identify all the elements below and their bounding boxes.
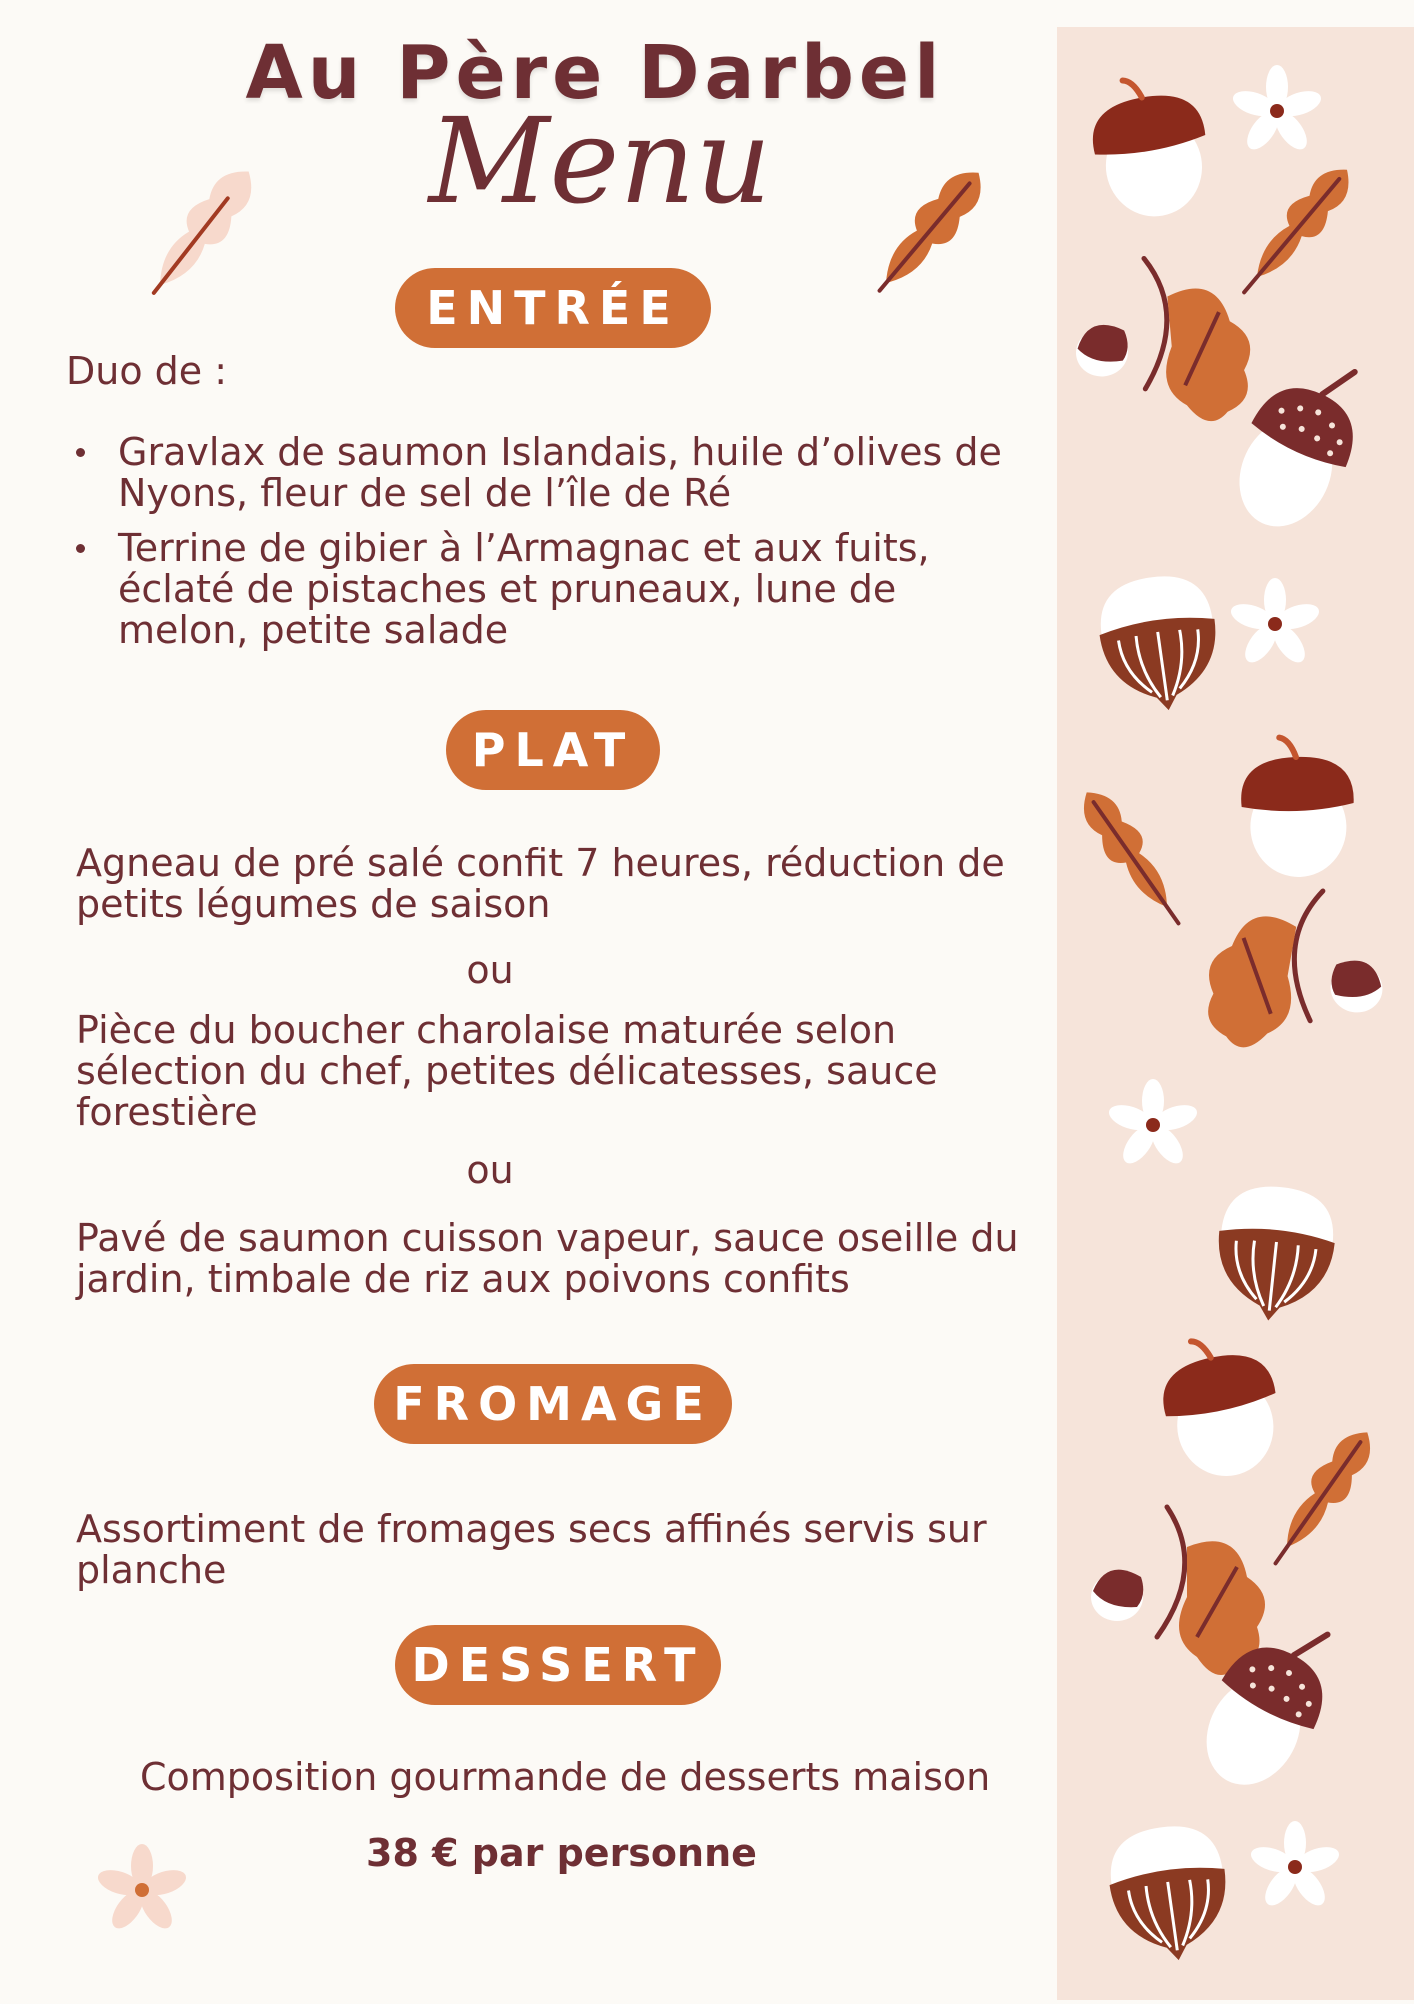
daisy-icon (1230, 65, 1324, 155)
price: 38 € par personne (366, 1831, 757, 1875)
entree-intro: Duo de : (66, 349, 228, 393)
twig-acorn-icon (1197, 874, 1398, 1070)
decorative-sidebar (1057, 27, 1414, 2000)
oak-leaf-icon (1259, 1421, 1384, 1575)
section-badge-entree: ENTRÉE (395, 268, 711, 348)
oak-leaf-icon (870, 125, 1000, 295)
daisy-icon (1106, 1079, 1200, 1169)
acorn-icon (1239, 735, 1356, 879)
section-badge-fromage: FROMAGE (374, 1364, 732, 1444)
plat-separator: ou (466, 1148, 514, 1192)
plat-option: Pièce du boucher charolaise maturée selon sélection du chef, petites délicatesses, sauce forestière (76, 1008, 938, 1134)
acorn-icon (1152, 1326, 1291, 1486)
oak-leaf-icon (1070, 781, 1195, 935)
daisy-icon (92, 1840, 192, 1940)
plat-option: Agneau de pré salé confit 7 heures, réduction de petits légumes de saison (76, 841, 1005, 926)
section-badge-plat: PLAT (446, 710, 660, 790)
hazelnut-icon (1103, 1819, 1237, 1968)
restaurant-name: Au Père Darbel (245, 30, 945, 116)
plat-separator: ou (466, 948, 514, 992)
hazelnut-icon (1211, 1181, 1340, 1326)
list-item: Terrine de gibier à l’Armagnac et aux fuits, éclaté de pistaches et pruneaux, lune de melon, petite salade (70, 528, 1030, 651)
pale-leaf-icon (130, 125, 260, 295)
acorn-icon (1083, 68, 1218, 225)
autumn-pattern (1057, 27, 1414, 2000)
dessert-text: Composition gourmande de desserts maison (140, 1755, 991, 1799)
daisy-icon (1228, 578, 1322, 668)
daisy-icon (1248, 1821, 1342, 1911)
twig-acorn-icon (1068, 250, 1256, 433)
fromage-text: Assortiment de fromages secs affinés servis sur planche (76, 1507, 987, 1592)
oak-leaf-icon (1229, 157, 1363, 305)
list-item: Gravlax de saumon Islandais, huile d’olives de Nyons, fleur de sel de l’île de Ré (70, 432, 1030, 514)
menu-title: Menu (428, 92, 772, 230)
section-badge-dessert: DESSERT (395, 1625, 721, 1705)
entree-list (70, 432, 1030, 665)
hazelnut-icon (1093, 569, 1227, 718)
twig-acorn-icon (1091, 1507, 1265, 1675)
plat-option: Pavé de saumon cuisson vapeur, sauce oseille du jardin, timbale de riz aux poivons confits (76, 1216, 1019, 1301)
